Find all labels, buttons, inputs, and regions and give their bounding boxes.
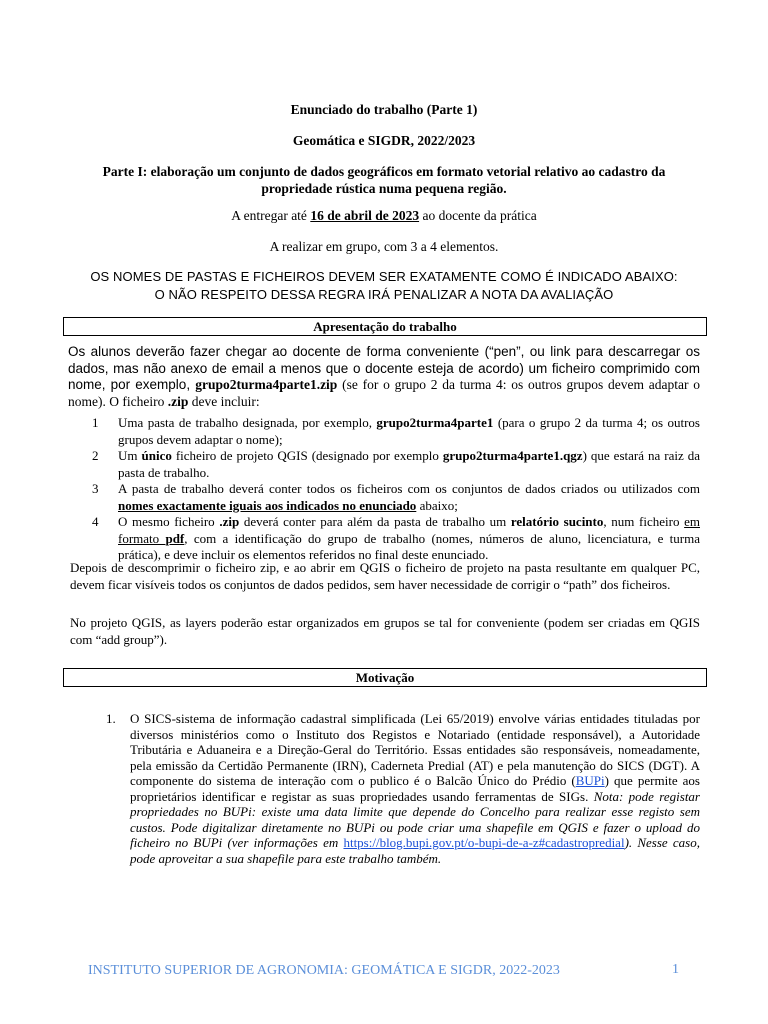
deliverables-list [70, 415, 700, 564]
page-number: 1 [672, 962, 679, 977]
list-item: 3 A pasta de trabalho deverá conter todos os ficheiros com os conjuntos de dados criados ou utilizados com nomes exactamente iguais aos indicados no enunciado abaixo; [92, 481, 700, 513]
list-item: 1. O SICS-sistema de informação cadastral simplificada (Lei 65/2019) envolve várias entidades tituladas por diversos ministérios como o Instituto dos Registos e Notariado (entidade responsável), a Autoridade Tributária e Aduaneira e a Direção-Geral do Território. Essas entidades são responsáveis, nomeadamente, pela emissão da Certidão Permanente (IRN), Caderneta Predial (AT) e pela manutenção do SICS (DGT). A componente do sistema de interação com o publico é o Balcão Único do Prédio (BUPi) que permite aos proprietários identificar e registar as suas propriedades usando ferramentas de SIGs. Nota: pode registar propriedades no BUPi: existe uma data limite que depende do Concelho para realizar esse registo sem custos. Pode digitalizar diretamente no BUPi ou pode criar uma shapefile em QGIS e fazer o upload do ficheiro no BUPi (ver informações em https://blog.bupi.gov.pt/o-bupi-de-a-z#cadastropredial). Nesse caso, pode aproveitar a sua shapefile para este trabalho também. [106, 711, 700, 866]
list-item: 1 Uma pasta de trabalho designada, por exemplo, grupo2turma4parte1 (para o grupo 2 da turma 4; os outros grupos devem adaptar o nome); [92, 415, 700, 447]
paragraph-unzip: Depois de descomprimir o ficheiro zip, e ao abrir em QGIS o ficheiro de projeto na pasta resultante em qualquer PC, devem ficar visíveis todos os conjuntos de dados pedidos, sem haver necessidade de corrigir o “path” dos ficheiros. [70, 560, 700, 592]
list-item: 4 O mesmo ficheiro .zip deverá conter para além da pasta de trabalho um relatório sucinto, num ficheiro em formato pdf, com a identificação do grupo de trabalho (nomes, números de aluno, licenciatura, e turma prática), e deve incluir os elementos referidos no final deste enunciado. [92, 514, 700, 562]
presentation-heading: Apresentação do trabalho [63, 317, 707, 336]
bupi-blog-link[interactable]: https://blog.bupi.gov.pt/o-bupi-de-a-z#cadastropredial [343, 835, 625, 850]
footer-text: INSTITUTO SUPERIOR DE AGRONOMIA: GEOMÁTICA E SIGDR, 2022-2023 [88, 963, 560, 978]
motivation-item [70, 711, 700, 866]
document-title: Enunciado do trabalho (Parte 1) [290, 102, 478, 117]
deadline-line: A entregar até 16 de abril de 2023 ao docente da prática [231, 208, 537, 223]
presentation-intro: Os alunos deverão fazer chegar ao docente de forma conveniente (“pen”, ou link para descarregar os dados, mas não anexo de email a menos que o docente esteja de acordo) um ficheiro comprimido com nome, por exemplo, grupo2turma4parte1.zip (se for o grupo 2 da turma 4: os outros grupos devem adaptar o nome). O ficheiro .zip deve incluir: [68, 344, 701, 409]
warning-line-2: O NÃO RESPEITO DESSA REGRA IRÁ PENALIZAR A NOTA DA AVALIAÇÃO [154, 287, 614, 302]
course-title: Geomática e SIGDR, 2022/2023 [292, 133, 476, 148]
paragraph-groups: No projeto QGIS, as layers poderão estar organizados em grupos se tal for conveniente (podem ser criadas em QGIS com “add group”). [70, 615, 700, 647]
group-line: A realizar em grupo, com 3 a 4 elementos. [269, 239, 499, 254]
part-title: Parte I: elaboração um conjunto de dados geográficos em formato vetorial relativo ao cadastro da propriedade rústica numa pequena região. [102, 164, 666, 196]
motivation-heading: Motivação [63, 668, 707, 687]
deadline-date: 16 de abril de 2023 [310, 208, 420, 223]
warning-line-1: OS NOMES DE PASTAS E FICHEIROS DEVEM SER EXATAMENTE COMO É INDICADO ABAIXO: [90, 269, 678, 284]
list-item: 2 Um único ficheiro de projeto QGIS (designado por exemplo grupo2turma4parte1.qgz) que estará na raiz da pasta de trabalho. [92, 448, 701, 480]
bupi-link[interactable]: BUPi [575, 773, 605, 788]
